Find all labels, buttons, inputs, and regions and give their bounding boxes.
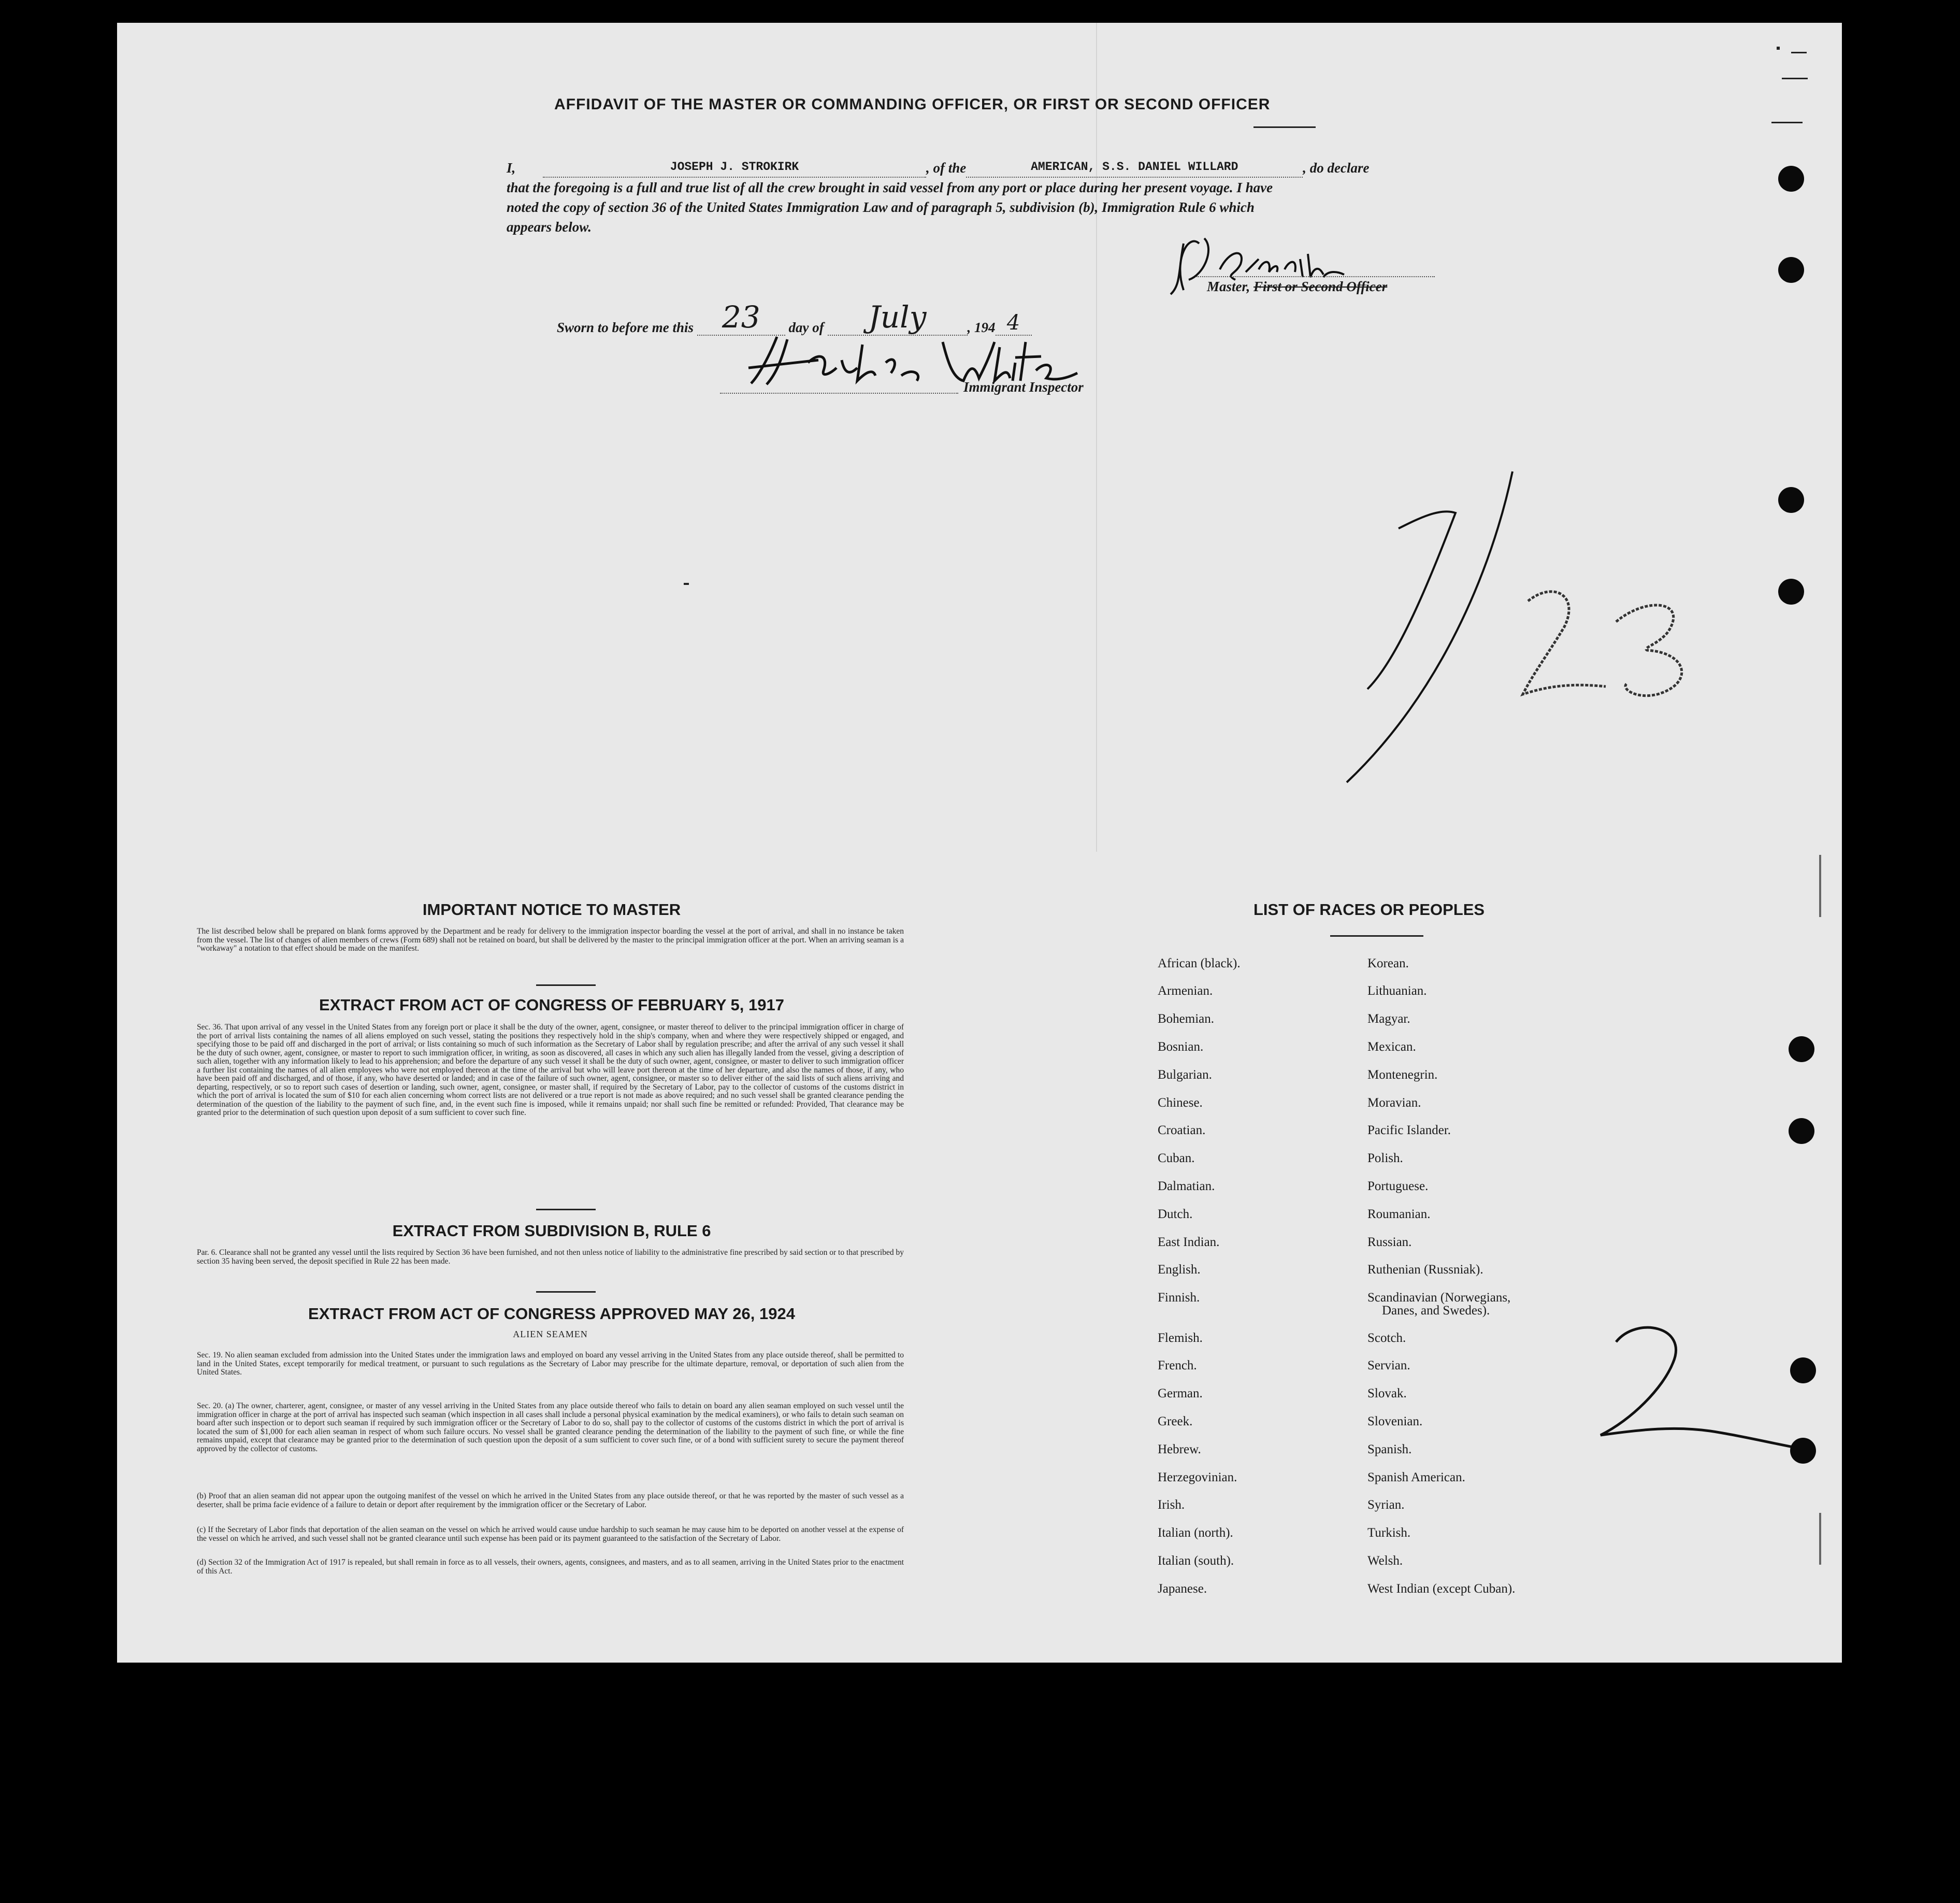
affidavit-line-3: noted the copy of section 36 of the United States Immigration Law and of paragraph 5, subdivision (b), Immigration Rule 6 which [507, 199, 1255, 215]
races-title-underline [1330, 935, 1423, 937]
race-item: Bohemian. [1158, 1012, 1215, 1026]
race-item: Dalmatian. [1158, 1179, 1215, 1193]
extract-1917-title: EXTRACT FROM ACT OF CONGRESS OF FEBRUARY 5, 1917 [319, 996, 784, 1014]
race-item: Ruthenian (Russniak). [1367, 1263, 1483, 1277]
race-item: Danes, and Swedes). [1382, 1304, 1490, 1318]
i-label: I, [507, 160, 516, 176]
scan-speck [1777, 47, 1780, 50]
punch-hole [1778, 257, 1804, 283]
sec19-text: Sec. 19. No alien seaman excluded from admission into the United States under the immigration laws and employed on board any vessel arriving in the United States from any place outside thereof, shall be permitted to land in the United States, except temporarily for medical treatment, or pursuant to such regulations as the Secretary of Labor may prescribe for the ultimate departure, removal, or deportation of such alien from the United States. [197, 1351, 904, 1377]
race-item: Bosnian. [1158, 1040, 1204, 1054]
vessel-name: AMERICAN, S.S. DANIEL WILLARD [1031, 160, 1238, 174]
race-item: English. [1158, 1263, 1201, 1277]
race-item: Hebrew. [1158, 1442, 1201, 1456]
inspector-label: Immigrant Inspector [963, 379, 1084, 395]
race-item: East Indian. [1158, 1235, 1220, 1249]
page-number-annotation [1585, 1321, 1818, 1456]
race-item: Greek. [1158, 1414, 1193, 1428]
punch-hole [1789, 1118, 1814, 1144]
year-prefix: , 194 [967, 320, 996, 335]
races-title: LIST OF RACES OR PEOPLES [1253, 900, 1485, 919]
notice-title: IMPORTANT NOTICE TO MASTER [422, 900, 681, 919]
race-item: Russian. [1367, 1235, 1412, 1249]
scan-speck [1819, 855, 1821, 917]
race-item: Servian. [1367, 1358, 1410, 1372]
affidavit-body [507, 155, 1434, 237]
race-item: African (black). [1158, 956, 1241, 970]
extract-1917-body: Sec. 36. That upon arrival of any vessel in the United States from any foreign port or place it shall be the duty of the owner, agent, consignee, or master thereof to deliver to the principal immigration officer in charge of the port of arrival lists containing the names of all aliens employed on such vessel, stating the positions they respectively hold in the ship's company, when and where they were respectively shipped or engaged, and specifying those to be paid off and discharged in the port of arrival; or lists containing so much of such information as the Secretary of Labor shall by regulation prescribe; and after the arrival of any such vessel it shall be the duty of such owner, agent, consignee, or master to report to such immigration officer, in writing, as soon as discovered, all cases in which any such alien has illegally landed from the vessel, giving a description of such alien, together with any information likely to lead to his apprehension; and before the departure of any such vessel it shall be the duty of such owner, agent, consignee, or master to deliver to such immigration officer a further list containing the names of all alien employees who were not employed thereon at the time of the arrival but who will leave port thereon at the time of her departure, and also the names of those, if any, who have been paid off and discharged, and of those, if any, who have deserted or landed; and in case of the failure of such owner, agent, consignee, or master so to deliver either of the said lists of such aliens arriving and departing, respectively, or so to report such cases of desertion or landing, such owner, agent, consignee, or master shall, if required by the Secretary of Labor, pay to the collector of customs of the customs district in which the port of arrival is located the sum of $10 for each alien concerning whom correct lists are not delivered or a true report is not made as above required; and no such vessel shall be granted clearance pending the determination of the question of the liability to the payment of such fine, and, in the event such fine is imposed, while it remains unpaid; nor shall such fine be remitted or refunded: Provided, That clearance may be granted prior to the determination of such question upon deposit of a sum sufficient to cover such fine. [197, 1023, 904, 1117]
affidavit-title: AFFIDAVIT OF THE MASTER OR COMMANDING OFFICER, OR FIRST OR SECOND OFFICER [554, 96, 1271, 113]
inspector-signature-line [720, 393, 958, 394]
race-item: Scandinavian (Norwegians, [1367, 1291, 1511, 1305]
scan-speck [1819, 1513, 1821, 1565]
sworn-label: Sworn to before me this [557, 320, 694, 335]
race-item: West Indian (except Cuban). [1367, 1582, 1516, 1596]
affidavit-line-2: that the foregoing is a full and true list of all the crew brought in said vessel from any port or place during her present voyage. I have [507, 180, 1273, 195]
race-item: French. [1158, 1358, 1197, 1372]
race-item: Herzegovinian. [1158, 1470, 1237, 1484]
race-item: Syrian. [1367, 1498, 1405, 1512]
race-item: Polish. [1367, 1151, 1403, 1165]
master-name: JOSEPH J. STROKIRK [670, 160, 799, 174]
race-item: Chinese. [1158, 1096, 1203, 1110]
punch-hole [1790, 1438, 1816, 1464]
day-of-label: day of [788, 320, 824, 335]
race-item: Slovak. [1367, 1386, 1407, 1400]
race-item: Pacific Islander. [1367, 1123, 1451, 1137]
race-item: Spanish American. [1367, 1470, 1465, 1484]
punch-hole [1778, 579, 1804, 605]
scan-speck [684, 583, 689, 585]
race-item: Cuban. [1158, 1151, 1195, 1165]
punch-hole [1790, 1357, 1816, 1383]
race-item: Magyar. [1367, 1012, 1410, 1026]
punch-hole [1789, 1036, 1814, 1062]
divider [536, 984, 596, 986]
race-item: Slovenian. [1367, 1414, 1423, 1428]
race-item: Italian (south). [1158, 1554, 1234, 1568]
race-item: Korean. [1367, 956, 1409, 970]
affidavit-line-4: appears below. [507, 219, 592, 235]
race-item: Roumanian. [1367, 1207, 1431, 1221]
race-item: German. [1158, 1386, 1203, 1400]
race-item: Portuguese. [1367, 1179, 1429, 1193]
race-item: Scotch. [1367, 1331, 1406, 1345]
extract-1924-subtitle: ALIEN SEAMEN [513, 1329, 588, 1339]
race-item: Irish. [1158, 1498, 1185, 1512]
extract-rule6-title: EXTRACT FROM SUBDIVISION B, RULE 6 [392, 1222, 711, 1240]
master-signature-line [1197, 276, 1435, 277]
race-item: Bulgarian. [1158, 1068, 1212, 1082]
race-item: Montenegrin. [1367, 1068, 1438, 1082]
divider [536, 1209, 596, 1210]
sworn-line [557, 299, 1032, 336]
race-item: Lithuanian. [1367, 984, 1427, 998]
race-item: Japanese. [1158, 1582, 1207, 1596]
struck-officer-label: First or Second Officer [1253, 279, 1388, 294]
race-item: Spanish. [1367, 1442, 1412, 1456]
race-item: Armenian. [1158, 984, 1213, 998]
date-annotation-drawing [1336, 466, 1714, 798]
race-item: Italian (north). [1158, 1526, 1233, 1540]
affidavit-line-1 [507, 155, 1434, 178]
extract-1924-title: EXTRACT FROM ACT OF CONGRESS APPROVED MAY 26, 1924 [308, 1305, 795, 1323]
title-underline [1253, 126, 1316, 128]
race-item: Moravian. [1367, 1096, 1421, 1110]
scan-speck [1791, 52, 1807, 53]
fold-crease [1096, 23, 1097, 852]
punch-hole [1778, 487, 1804, 513]
race-item: Flemish. [1158, 1331, 1203, 1345]
divider [536, 1291, 596, 1293]
race-item: Finnish. [1158, 1291, 1200, 1305]
race-item: Mexican. [1367, 1040, 1416, 1054]
extract-rule6-body: Par. 6. Clearance shall not be granted any vessel until the lists required by Section 36 have been furnished, and not then unless notice of liability to the administrative fine prescribed by said section or to that prescribed by section 35 having been served, the deposit specified in Rule 22 has been made. [197, 1248, 904, 1266]
master-label-line [1207, 279, 1387, 295]
master-label: Master, [1207, 279, 1250, 294]
race-item: Croatian. [1158, 1123, 1206, 1137]
page-number-drawing [1585, 1321, 1818, 1456]
sworn-day: 23 [722, 299, 760, 335]
punch-hole [1778, 166, 1804, 192]
sworn-month: July [868, 299, 927, 335]
sec20b-text: (b) Proof that an alien seaman did not appear upon the outgoing manifest of the vessel on which he arrived in the United States from any place outside thereof, or that he was reported by the master of such vessel as a deserter, shall be prima facie evidence of a failure to detain or deport after requirement by the immigration officer or the Secretary of Labor. [197, 1492, 904, 1509]
year-suffix: 4 [1006, 311, 1020, 335]
sec20a-text: Sec. 20. (a) The owner, charterer, agent, consignee, or master of any vessel arriving in the United States from any place outside thereof who fails to detain on board any alien seaman employed on such vessel until the immigration officer in charge at the port of arrival has inspected such seaman (which inspection in all cases shall include a personal physical examination by the medical examiners), or who fails to detain such seaman on board after such inspection or to deport such seaman if required by such immigration officer or the Secretary of Labor to do so, shall pay to the collector of customs of the customs district in which the port of arrival is located the sum of $1,000 for each alien seaman in respect of whom such failure occurs. No vessel shall be granted clearance pending the determination of the liability to the payment of such fine, or while the fine remains unpaid, except that clearance may be granted prior to the determination of such question upon the deposit of a sum sufficient to cover such fine, or of a bond with sufficient surety to secure the payment thereof approved by the collector of customs. [197, 1401, 904, 1453]
sec20d-text: (d) Section 32 of the Immigration Act of 1917 is repealed, but shall remain in force as to all vessels, their owners, agents, consignees, and masters, and as to all seamen, arriving in the United States prior to the enactment of this Act. [197, 1558, 904, 1576]
sec20c-text: (c) If the Secretary of Labor finds that deportation of the alien seaman on the vessel on which he arrived would cause undue hardship to such seaman he may cause him to be deported on another vessel at the expense of the vessel on which he arrived, and such vessel shall not be granted clearance until such expense has been paid or its payment guaranteed to the satisfaction of the Secretary of Labor. [197, 1525, 904, 1543]
date-annotation [1336, 466, 1714, 798]
scan-speck [1782, 78, 1808, 79]
race-item: Welsh. [1367, 1554, 1403, 1568]
race-item: Dutch. [1158, 1207, 1193, 1221]
scan-speck [1771, 122, 1803, 123]
race-item: Turkish. [1367, 1526, 1411, 1540]
notice-body: The list described below shall be prepared on blank forms approved by the Department and be ready for delivery to the immigration inspector boarding the vessel at the port of arrival, and shall in no instance be taken from the vessel. The list of changes of alien members of crews (Form 689) shall not be retained on board, but shall be delivered by the master to the principal immigration officer at the port. When an arriving seaman is a "workaway" a notation to that effect should be made on the manifest. [197, 927, 904, 953]
of-the-label: , of the [926, 160, 967, 176]
do-declare-label: , do declare [1303, 160, 1370, 176]
